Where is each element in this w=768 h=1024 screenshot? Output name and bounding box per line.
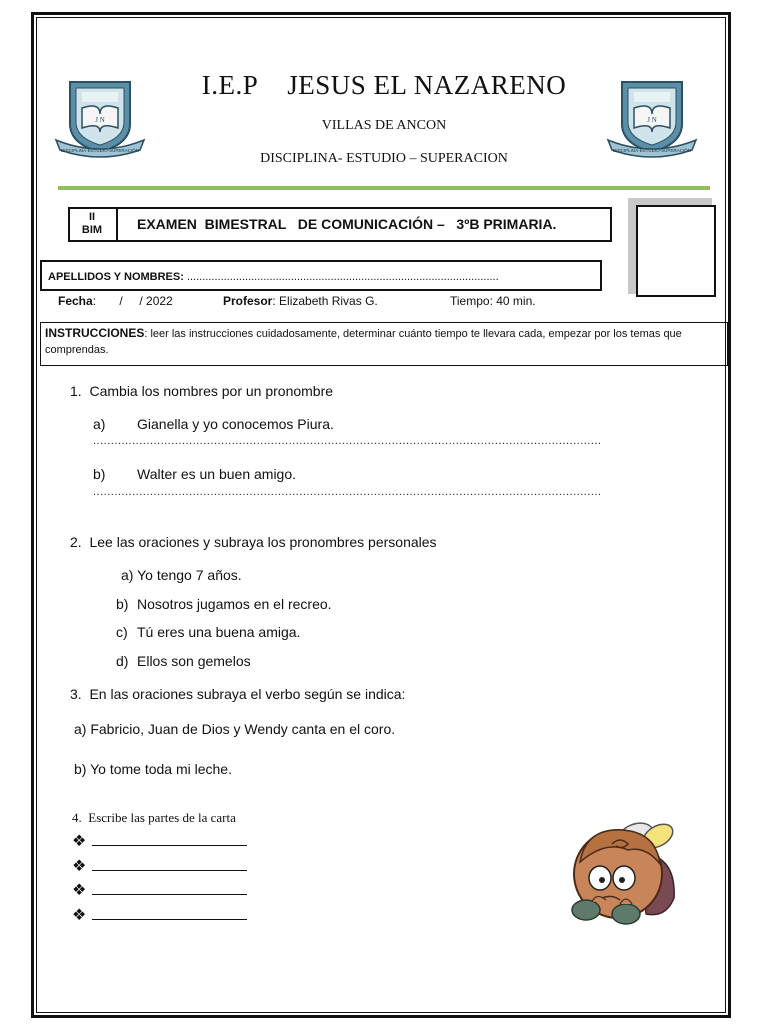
instructions-text: : leer las instrucciones cuidadosamente, determinar cuánto tiempo te llevara cada, empezar por los temas que comprendas.: [45, 328, 682, 356]
exam-period-line1: II: [88, 211, 96, 223]
diamond-bullet-icon: ❖: [72, 882, 87, 899]
answer-underline[interactable]: [92, 833, 247, 846]
school-name: JESUS EL NAZARENO: [287, 70, 567, 100]
instructions-label: INSTRUCCIONES: [45, 326, 145, 340]
q2-number: 2.: [70, 534, 82, 550]
q2-text: Lee las oraciones y subraya los pronombres personales: [89, 534, 437, 550]
q1-number: 1.: [70, 383, 82, 399]
q3-number: 3.: [70, 686, 82, 702]
exam-info-row: [58, 294, 173, 308]
school-title: [0, 70, 768, 101]
q4-answer-1[interactable]: [72, 831, 247, 851]
q3-b: b) Yo tome toda mi leche.: [74, 761, 232, 777]
student-name-dots[interactable]: ......................................................................................................: [183, 271, 499, 283]
q4-answer-3[interactable]: [72, 880, 247, 900]
question-4: [72, 810, 236, 826]
q4-number: 4.: [72, 810, 82, 825]
logo-left-monogram: J N: [95, 116, 105, 124]
q1-a-answer-line[interactable]: ...............................................................................................................................................: [93, 435, 602, 447]
q2-c-letter: c): [116, 624, 128, 640]
q2-d-text: Ellos son gemelos: [137, 653, 251, 669]
q1-a-text: Gianella y yo conocemos Piura.: [137, 416, 334, 432]
exam-period: [68, 207, 118, 242]
school-location: VILLAS DE ANCON: [321, 118, 447, 133]
student-name-row: [48, 271, 499, 283]
instructions: [45, 325, 725, 358]
logo-right-ribbon: DISCIPLINA-ESTUDIO-SUPERACIÓN: [613, 148, 691, 153]
profesor-label: Profesor: [223, 294, 273, 308]
q1-text: Cambia los nombres por un pronombre: [89, 383, 334, 399]
answer-underline[interactable]: [92, 882, 247, 895]
question-2: [70, 534, 437, 550]
q2-a: a) Yo tengo 7 años.: [121, 567, 242, 583]
logo-right-monogram: J N: [647, 116, 657, 124]
answer-underline[interactable]: [92, 858, 247, 871]
fecha-label: Fecha: [58, 294, 93, 308]
q1-b-text: Walter es un buen amigo.: [137, 466, 297, 482]
thinking-child-illustration: [566, 814, 686, 932]
header-divider: [58, 186, 710, 190]
question-1: [70, 383, 333, 399]
q4-answer-2[interactable]: [72, 856, 247, 876]
exam-title: EXAMEN BIMESTRAL DE COMUNICACIÓN – 3ºB PRIMARIA.: [137, 216, 557, 232]
student-name-label: APELLIDOS Y NOMBRES:: [48, 271, 184, 283]
profesor-value: : Elizabeth Rivas G.: [272, 294, 378, 308]
answer-underline[interactable]: [92, 907, 247, 920]
exam-period-line2: BIM: [81, 224, 103, 236]
q1-b-answer-line[interactable]: ...............................................................................................................................................: [93, 486, 602, 498]
fecha-value[interactable]: : / / 2022: [92, 294, 173, 308]
question-3: [70, 686, 405, 702]
q2-b-letter: b): [116, 596, 129, 612]
q4-answer-4[interactable]: [72, 905, 247, 925]
diamond-bullet-icon: ❖: [72, 833, 87, 850]
q1-b-letter: b): [93, 466, 106, 482]
q1-a-letter: a): [93, 416, 106, 432]
tiempo: Tiempo: 40 min.: [450, 294, 536, 308]
school-motto: DISCIPLINA- ESTUDIO – SUPERACION: [260, 151, 508, 166]
q4-text: Escribe las partes de la carta: [88, 810, 236, 825]
logo-left-ribbon: DISCIPLINA-ESTUDIO-SUPERACIÓN: [61, 148, 139, 153]
profesor-row: [223, 294, 378, 308]
q3-a: a) Fabricio, Juan de Dios y Wendy canta en el coro.: [74, 721, 396, 737]
q3-text: En las oraciones subraya el verbo según se indica:: [89, 686, 406, 702]
q2-b-text: Nosotros jugamos en el recreo.: [137, 596, 332, 612]
diamond-bullet-icon: ❖: [72, 858, 87, 875]
school-prefix: I.E.P: [201, 70, 259, 100]
photo-box: [636, 205, 716, 297]
diamond-bullet-icon: ❖: [72, 907, 87, 924]
q2-d-letter: d): [116, 653, 129, 669]
q2-c-text: Tú eres una buena amiga.: [137, 624, 301, 640]
